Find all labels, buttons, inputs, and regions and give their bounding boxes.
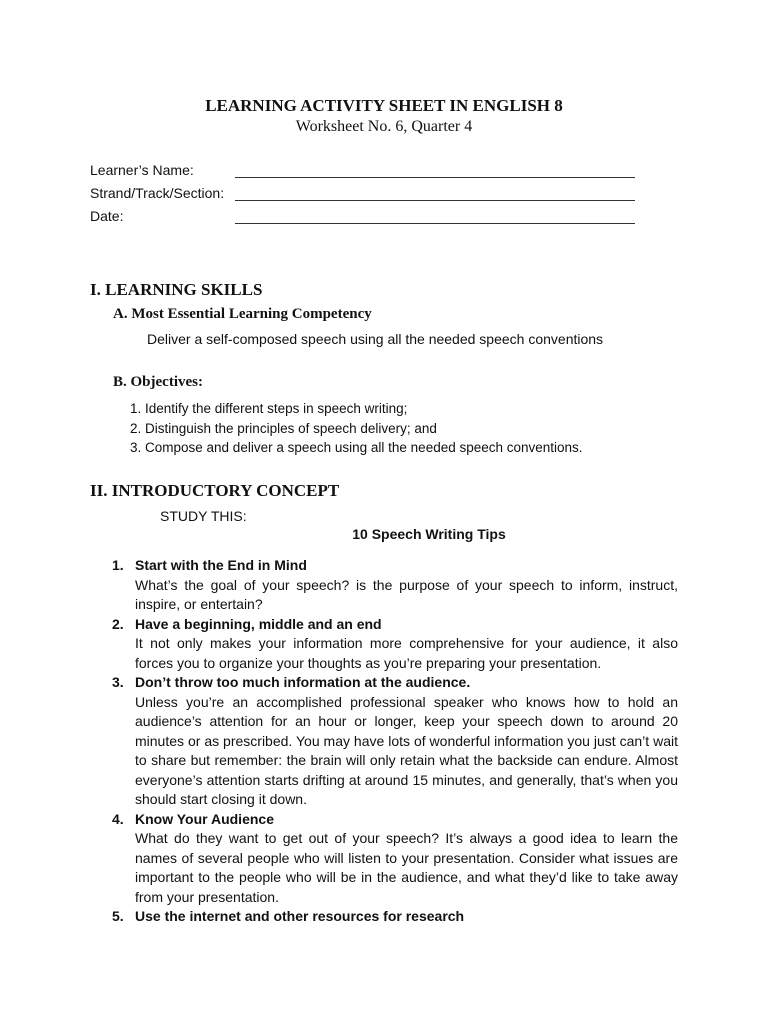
list-item	[112, 810, 678, 908]
section-introductory-concept-heading: II. INTRODUCTORY CONCEPT	[90, 481, 340, 500]
tip-heading: Have a beginning, middle and an end	[135, 615, 382, 632]
objective-item: 1. Identify the different steps in speech writing;	[130, 401, 408, 416]
tip-body: What’s the goal of your speech? is the purpose of your speech to inform, instruct, inspire, or entertain?	[135, 576, 678, 612]
tip-heading: Know Your Audience	[135, 810, 274, 827]
tip-number: 5.	[112, 908, 124, 924]
list-item	[112, 907, 678, 927]
date-blank[interactable]	[235, 223, 635, 224]
list-item	[112, 615, 678, 674]
speech-tips-list	[112, 556, 678, 927]
objectives-heading: B. Objectives:	[113, 374, 203, 390]
tip-heading: Use the internet and other resources for research	[135, 908, 465, 924]
tip-heading: Don’t throw too much information at the audience.	[135, 674, 471, 690]
list-item	[112, 556, 678, 615]
tip-body: What do they want to get out of your speech? It’s always a good idea to learn the names of several people who will listen to your presentation. Consider what issues are important to the people who will be in the audience, and what they’d like to take away from your presentation.	[135, 830, 678, 905]
learner-name-label: Learner’s Name:	[90, 162, 194, 178]
section-learning-skills-heading: I. LEARNING SKILLS	[90, 280, 263, 299]
competency-text: Deliver a self-composed speech using all the needed speech conventions	[147, 331, 604, 347]
strand-track-section-blank[interactable]	[235, 200, 635, 201]
study-this-label: STUDY THIS:	[160, 508, 247, 524]
competency-heading: A. Most Essential Learning Competency	[113, 306, 372, 322]
document-title: LEARNING ACTIVITY SHEET IN ENGLISH 8	[205, 96, 563, 115]
list-item	[112, 673, 678, 810]
tips-title: 10 Speech Writing Tips	[352, 526, 506, 542]
strand-track-section-row	[90, 185, 650, 205]
tip-number: 1.	[112, 557, 124, 573]
tip-number: 2.	[112, 615, 124, 632]
objectives-list	[130, 399, 583, 458]
objective-item: 3. Compose and deliver a speech using all the needed speech conventions.	[130, 440, 583, 455]
tip-heading: Start with the End in Mind	[135, 557, 307, 573]
tip-body: Unless you’re an accomplished professional speaker who knows how to hold an audience’s attention for an hour or longer, keep your speech down to around 20 minutes or as prescribed. You may have lots of wonderful information you just can’t wait to share but remember: the brain will only retain what the backside can endure. Almost everyone’s attention starts drifting at around 15 minutes, and generally, that’s when you should start closing it down.	[135, 693, 678, 807]
strand-track-section-label: Strand/Track/Section:	[90, 185, 225, 201]
worksheet-subtitle: Worksheet No. 6, Quarter 4	[295, 118, 473, 135]
date-label: Date:	[90, 208, 124, 224]
learner-name-row	[90, 162, 650, 182]
tip-body: It not only makes your information more comprehensive for your audience, it also forces you to organize your thoughts as you’re preparing your presentation.	[135, 635, 678, 671]
tip-number: 4.	[112, 810, 124, 827]
objective-item: 2. Distinguish the principles of speech delivery; and	[130, 420, 437, 436]
tip-number: 3.	[112, 674, 124, 690]
date-row	[90, 208, 650, 228]
learner-name-blank[interactable]	[235, 177, 635, 178]
